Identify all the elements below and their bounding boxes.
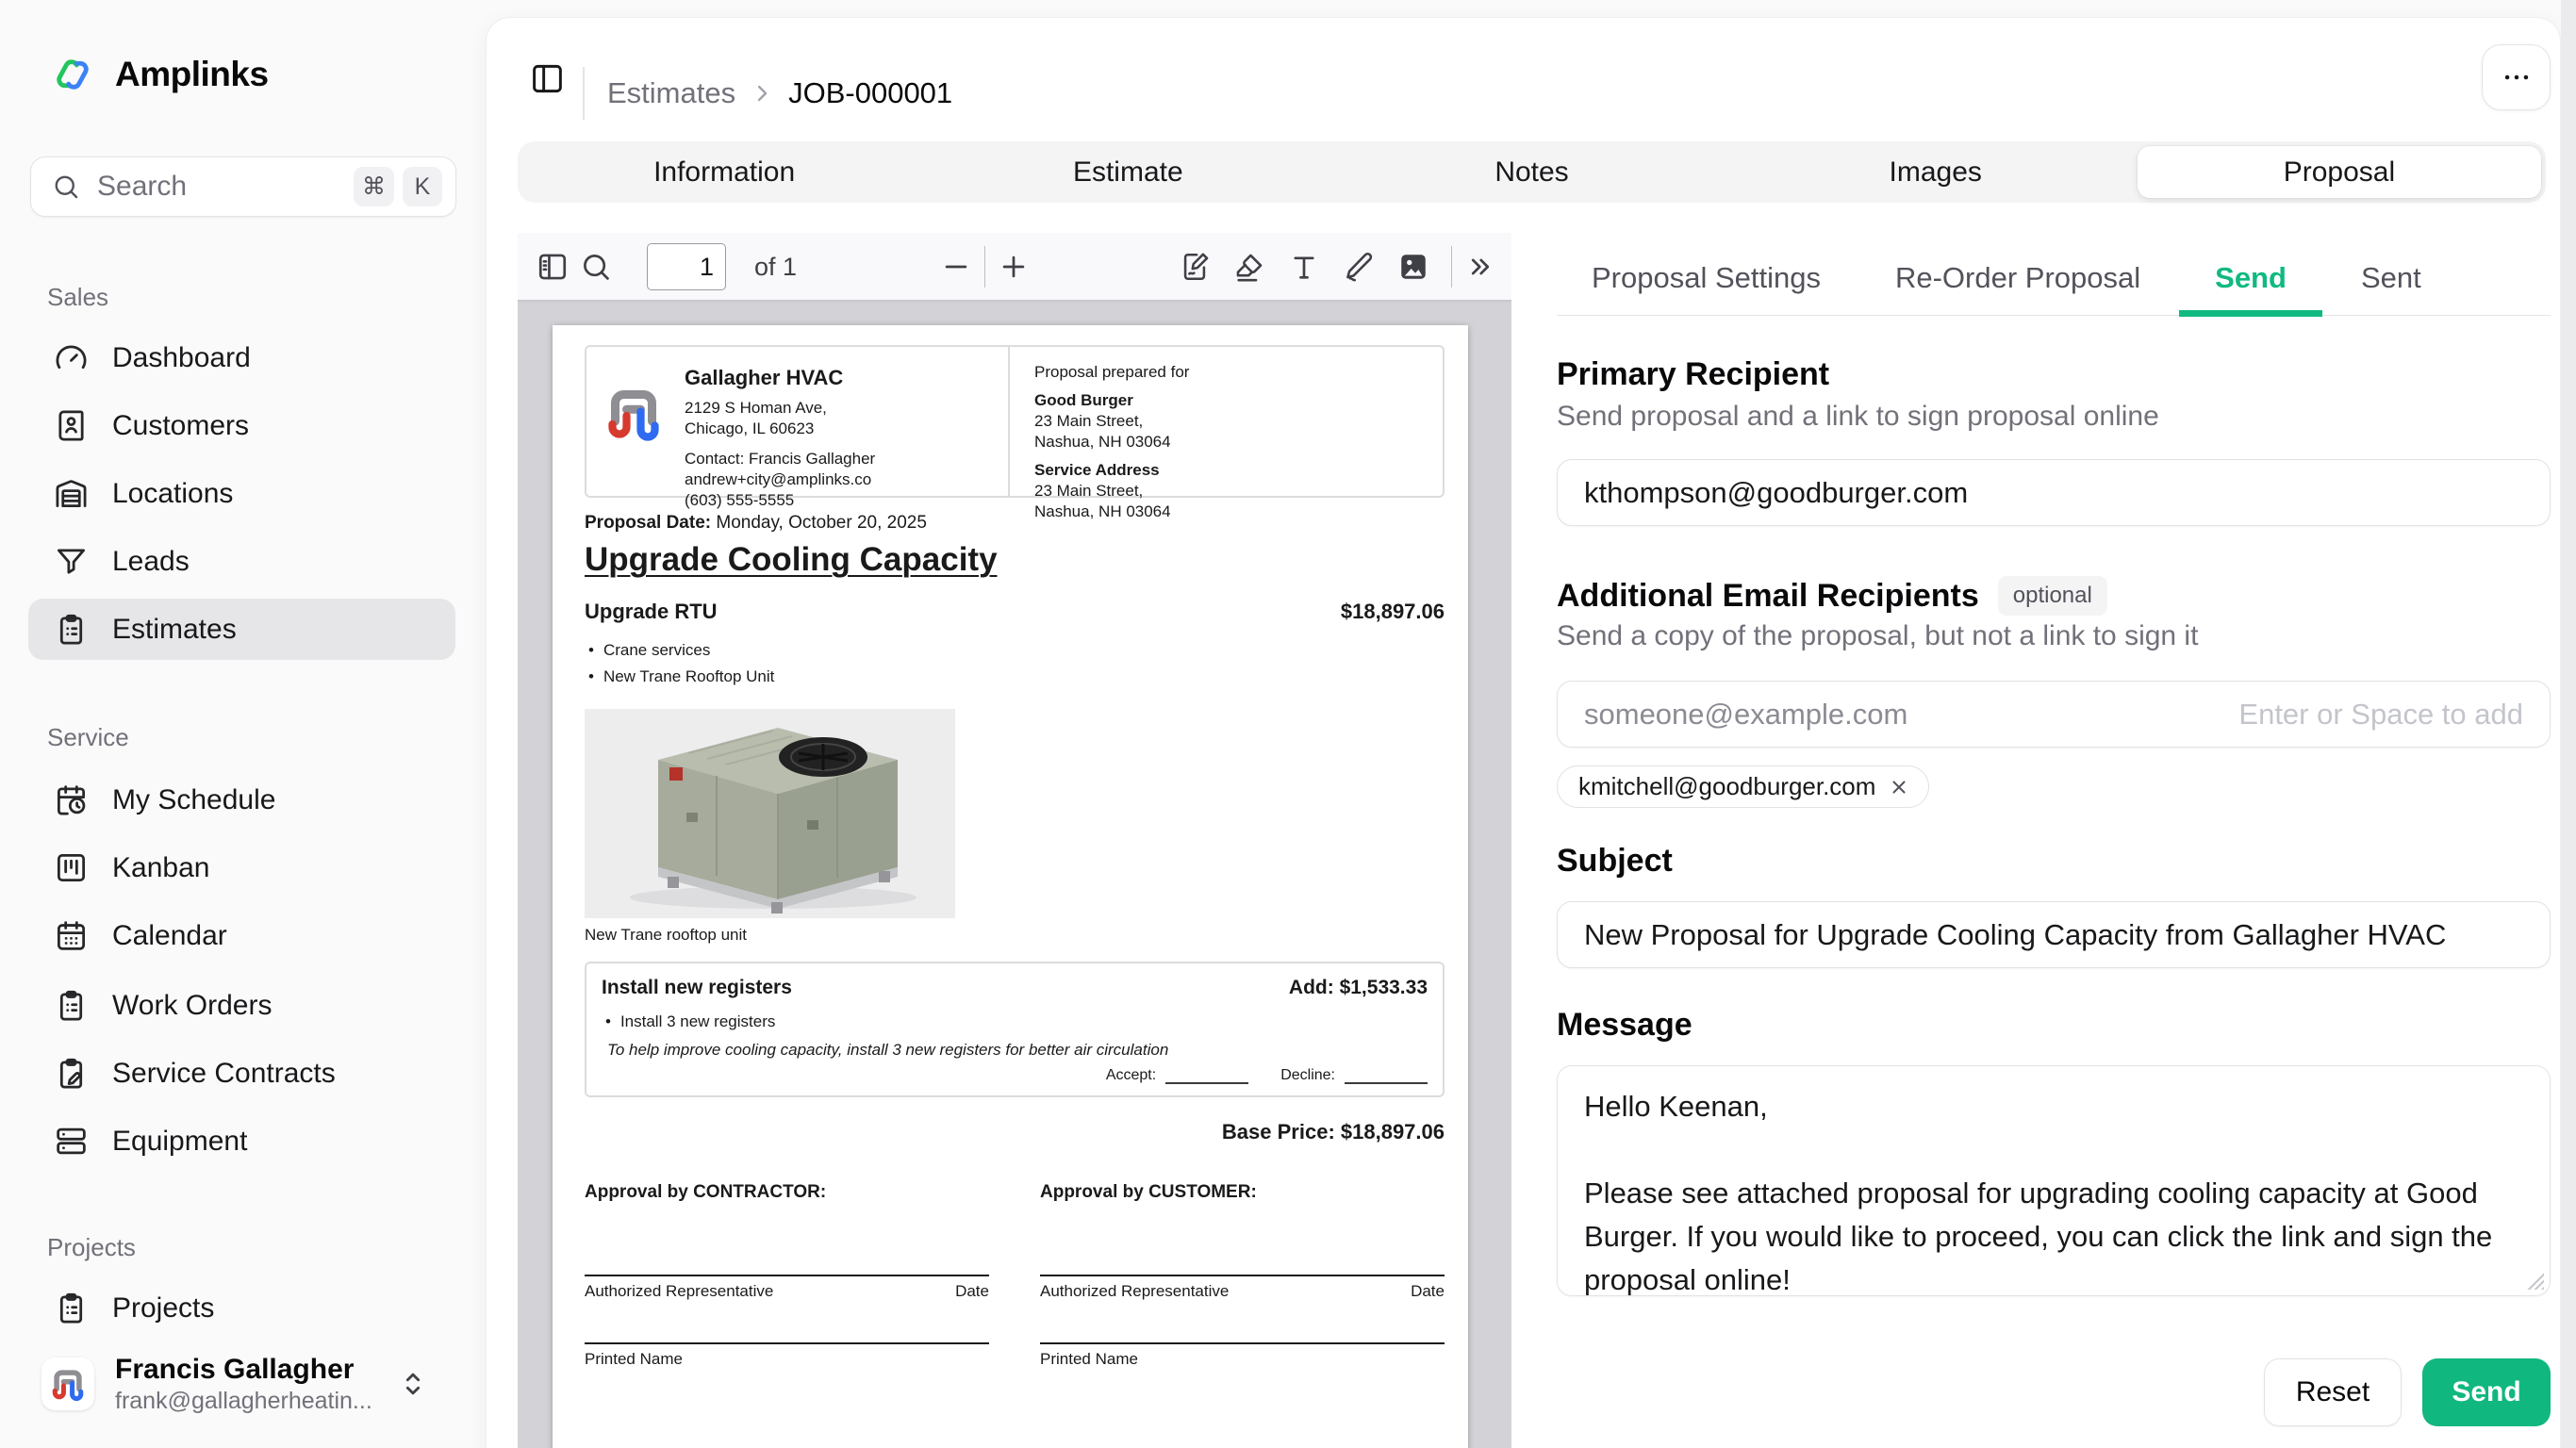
breadcrumb-current: JOB-000001 <box>788 76 953 109</box>
doc-service-address2: Nashua, NH 03064 <box>1034 502 1171 520</box>
doc-company-contact: Contact: Francis Gallagher <box>685 450 876 468</box>
doc-prepared-for-label: Proposal prepared for <box>1034 363 1190 381</box>
reset-button[interactable]: Reset <box>2264 1358 2402 1426</box>
message-field-wrap <box>1557 1065 2551 1296</box>
doc-bullet: • Crane services <box>585 637 1445 664</box>
search-input[interactable] <box>30 156 456 217</box>
optional-badge: optional <box>1998 576 2107 616</box>
pdf-page-input[interactable] <box>647 243 726 290</box>
pdf-page-count: of 1 <box>754 252 798 281</box>
doc-decline-label: Decline: <box>1280 1067 1335 1083</box>
close-icon[interactable] <box>1889 777 1909 798</box>
clipboard-pen-icon <box>55 1057 88 1090</box>
doc-accept-decline-row <box>602 1067 1428 1084</box>
doc-option-price: Add: $1,533.33 <box>1288 977 1428 998</box>
server-icon <box>55 1125 88 1158</box>
user-name: Francis Gallagher <box>115 1354 355 1385</box>
additional-recipients-input[interactable] <box>1584 698 2238 732</box>
doc-company-block <box>586 347 1010 509</box>
zoom-in-icon[interactable] <box>998 251 1030 283</box>
chevron-right-icon <box>749 80 775 107</box>
user-menu[interactable] <box>28 1346 455 1422</box>
sidebar-item-label: Customers <box>112 409 250 441</box>
doc-customer-block <box>1010 347 1443 520</box>
funnel-icon <box>55 545 88 578</box>
main-card <box>486 17 2561 1448</box>
gallagher-hvac-logo-icon <box>600 375 668 451</box>
sidebar-item-label: Estimates <box>112 613 237 645</box>
doc-company-address2: Chicago, IL 60623 <box>685 420 815 437</box>
warehouse-icon <box>55 477 88 510</box>
doc-service-address1: 23 Main Street, <box>1034 482 1144 500</box>
pdf-toolbar <box>518 233 1511 301</box>
gallagher-hvac-logo-icon <box>47 1363 89 1405</box>
tab-sent[interactable]: Sent <box>2360 261 2421 294</box>
search-placeholder: Search <box>97 171 188 202</box>
sidebar-item-label: Locations <box>112 477 234 509</box>
doc-accept-label: Accept: <box>1105 1067 1157 1083</box>
proposal-subtabs <box>1557 241 2551 316</box>
pdf-sidebar-toggle-icon[interactable] <box>537 251 569 283</box>
more-tools-icon[interactable] <box>1464 251 1496 283</box>
tab-notes[interactable]: Notes <box>1494 156 1569 188</box>
calendar-icon <box>55 919 88 952</box>
job-tabbar <box>518 141 2546 203</box>
amplinks-logo-icon <box>51 53 94 96</box>
toolbar-divider <box>984 246 985 288</box>
recipient-chip[interactable] <box>1557 765 1929 808</box>
doc-company-address1: 2129 S Homan Ave, <box>685 399 827 417</box>
pdf-viewer <box>518 233 1511 1448</box>
zoom-out-icon[interactable] <box>940 251 972 283</box>
proposal-document-page <box>553 325 1468 1448</box>
sidebar-item-equipment[interactable] <box>28 1111 455 1172</box>
sidebar-item-dashboard[interactable] <box>28 327 455 388</box>
kanban-icon <box>55 851 88 884</box>
sidebar-item-label: Calendar <box>112 919 227 951</box>
sidebar-item-label: Dashboard <box>112 341 251 373</box>
header-divider <box>583 67 585 120</box>
doc-accept-blank <box>1165 1067 1248 1084</box>
doc-option-title: Install new registers <box>602 977 792 998</box>
primary-recipient-sub: Send proposal and a link to sign proposal online <box>1557 401 2159 432</box>
tab-information[interactable]: Information <box>653 156 796 188</box>
doc-rep-label: Authorized Representative <box>1040 1282 1230 1300</box>
doc-printed-label: Printed Name <box>585 1342 989 1369</box>
draw-icon[interactable] <box>1343 251 1375 283</box>
tab-estimate[interactable]: Estimate <box>1072 156 1183 188</box>
primary-recipient-input[interactable] <box>1557 459 2551 526</box>
tab-reorder-proposal[interactable]: Re-Order Proposal <box>1894 261 2141 294</box>
doc-approval-customer-label: Approval by CUSTOMER: <box>1040 1182 1257 1202</box>
message-label: Message <box>1557 1007 1693 1043</box>
primary-recipient-label: Primary Recipient <box>1557 356 1830 392</box>
doc-decline-blank <box>1345 1067 1428 1084</box>
recipient-chip-email: kmitchell@goodburger.com <box>1578 772 1876 800</box>
sidebar-item-label: Leads <box>112 545 190 577</box>
doc-company-phone: (603) 555-5555 <box>685 491 795 509</box>
sidebar-item-label: Projects <box>112 1292 215 1324</box>
doc-line-price: $18,897.06 <box>1340 600 1445 623</box>
sidebar-item-calendar[interactable] <box>28 905 455 966</box>
section-label-sales: Sales <box>47 283 109 311</box>
ellipsis-icon <box>2501 61 2533 93</box>
doc-option-note: To help improve cooling capacity, install 3 new registers for better air circulation <box>607 1041 1169 1059</box>
sidebar-item-label: Kanban <box>112 851 210 883</box>
sidebar-item-label: Service Contracts <box>112 1057 336 1089</box>
subject-input[interactable] <box>1557 901 2551 968</box>
kbd-cmd: ⌘ <box>354 167 394 206</box>
app-name: Amplinks <box>115 55 269 93</box>
sidebar-item-service-contracts[interactable] <box>28 1043 455 1104</box>
clipboard-list-icon <box>55 613 88 646</box>
toolbar-divider <box>1451 246 1452 288</box>
sidebar-item-projects[interactable] <box>28 1277 455 1339</box>
doc-bullet: • New Trane Rooftop Unit <box>585 664 1445 690</box>
doc-header-box <box>585 345 1445 520</box>
sidebar-toggle-button[interactable] <box>524 56 570 101</box>
sidebar-item-locations[interactable] <box>28 463 455 524</box>
tab-send[interactable]: Send <box>2215 241 2287 316</box>
book-user-icon <box>55 409 88 442</box>
sidebar-item-customers[interactable] <box>28 395 455 456</box>
doc-option-bullet: • Install 3 new registers <box>602 1009 1428 1035</box>
kbd-k: K <box>403 167 442 206</box>
sign-document-icon[interactable] <box>1179 251 1211 283</box>
doc-base-price: Base Price: $18,897.06 <box>1221 1120 1445 1144</box>
doc-printed-label: Printed Name <box>1040 1342 1445 1369</box>
section-label-service: Service <box>47 723 129 751</box>
tab-proposal[interactable]: Proposal <box>2138 146 2541 198</box>
app-brand <box>51 53 269 96</box>
sidebar-item-label: Work Orders <box>112 989 272 1021</box>
doc-date-col-label: Date <box>1411 1282 1445 1300</box>
doc-approval-contractor <box>585 1182 989 1369</box>
breadcrumb-estimates[interactable]: Estimates <box>607 76 736 109</box>
additional-recipients-hint: Enter or Space to add <box>2238 697 2523 731</box>
sidebar-item-label: Equipment <box>112 1125 248 1157</box>
message-textarea[interactable] <box>1557 1065 2551 1296</box>
doc-customer-name: Good Burger <box>1034 391 1133 409</box>
doc-bullets <box>585 637 1445 690</box>
subject-label: Subject <box>1557 843 1673 879</box>
additional-recipients-field[interactable] <box>1557 681 2551 748</box>
sidebar-item-leads[interactable] <box>28 531 455 592</box>
user-email: frank@gallagherheatin... <box>115 1388 372 1414</box>
clipboard-list-icon <box>55 1292 88 1325</box>
page-scrollbar-gutter[interactable] <box>2561 0 2576 1448</box>
doc-approval-customer <box>1040 1182 1445 1369</box>
additional-recipients-label-text: Additional Email Recipients <box>1557 577 1979 614</box>
panel-left-icon <box>530 61 565 96</box>
sidebar-item-label: My Schedule <box>112 783 276 815</box>
sidebar-item-my-schedule[interactable] <box>28 769 455 831</box>
additional-recipients-label <box>1557 576 2107 616</box>
tab-proposal-settings[interactable]: Proposal Settings <box>1592 261 1821 294</box>
sidebar-item-work-orders[interactable] <box>28 975 455 1036</box>
send-button[interactable]: Send <box>2422 1358 2551 1426</box>
doc-date-label: Proposal Date: <box>585 513 712 533</box>
doc-approvals <box>585 1182 1445 1369</box>
calendar-clock-icon <box>55 783 88 816</box>
doc-customer-address1: 23 Main Street, <box>1034 412 1144 430</box>
pdf-search-icon[interactable] <box>580 251 612 283</box>
doc-service-address-label: Service Address <box>1034 461 1160 479</box>
sidebar-item-kanban[interactable] <box>28 837 455 898</box>
user-meta <box>115 1353 397 1415</box>
additional-recipients-sub: Send a copy of the proposal, but not a link to sign it <box>1557 620 2199 651</box>
doc-title: Upgrade Cooling Capacity <box>585 541 998 578</box>
gauge-icon <box>55 341 88 374</box>
doc-date-value: Monday, October 20, 2025 <box>711 513 927 533</box>
chevrons-up-down-icon <box>397 1368 429 1400</box>
image-tool-icon[interactable] <box>1397 251 1429 283</box>
doc-line-item: Upgrade RTU <box>585 600 718 623</box>
more-actions-button[interactable] <box>2482 44 2551 110</box>
doc-image-caption: New Trane rooftop unit <box>585 926 747 944</box>
doc-approval-contractor-label: Approval by CONTRACTOR: <box>585 1182 827 1202</box>
breadcrumb <box>607 59 952 127</box>
text-tool-icon[interactable] <box>1288 251 1320 283</box>
clipboard-list-icon <box>55 989 88 1022</box>
avatar <box>41 1358 94 1410</box>
sidebar-item-estimates[interactable] <box>28 599 455 660</box>
sidebar <box>0 0 486 1448</box>
send-actions <box>2264 1358 2551 1426</box>
doc-option-card <box>585 962 1445 1097</box>
search-icon <box>52 173 80 201</box>
doc-line-item-row <box>585 600 1445 624</box>
doc-customer-address2: Nashua, NH 03064 <box>1034 433 1171 451</box>
tab-images[interactable]: Images <box>1889 156 1982 188</box>
highlighter-icon[interactable] <box>1233 251 1265 283</box>
doc-company-email: andrew+city@amplinks.co <box>685 470 872 488</box>
section-label-projects: Projects <box>47 1233 136 1261</box>
rooftop-unit-image <box>585 709 955 918</box>
send-panel <box>1557 241 2551 1448</box>
doc-date-col-label: Date <box>955 1282 989 1300</box>
doc-rep-label: Authorized Representative <box>585 1282 774 1300</box>
doc-company-name: Gallagher HVAC <box>685 366 844 389</box>
